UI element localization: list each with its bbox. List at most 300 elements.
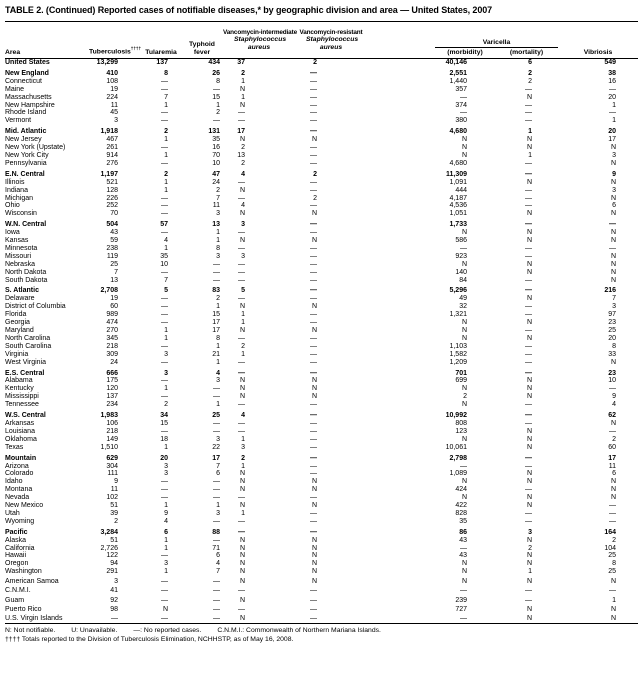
value-cell: 424 — [455, 486, 467, 494]
value-cell: 4 — [241, 412, 245, 420]
value-cell: — — [238, 260, 245, 268]
value-cell: 309 — [106, 350, 118, 358]
value-cell: 8 — [612, 342, 616, 350]
value-cell: N — [526, 334, 532, 342]
value-cell: — — [161, 342, 168, 350]
value-cell: 989 — [106, 311, 118, 319]
value-cell: N — [311, 385, 317, 393]
value-cell: 35 — [212, 136, 220, 144]
value-cell: N — [526, 615, 532, 623]
value-cell: 59 — [110, 237, 118, 245]
value-cell: 6 — [216, 470, 220, 478]
value-cell: 3 — [216, 252, 220, 260]
area-cell: South Carolina — [5, 342, 52, 350]
area-row — [5, 295, 638, 303]
value-cell: — — [310, 252, 317, 260]
area-cell: Minnesota — [5, 244, 38, 252]
value-cell: 3 — [164, 462, 168, 470]
value-cell: N — [610, 577, 616, 585]
spacer-cell — [367, 295, 435, 303]
value-cell: — — [460, 615, 467, 623]
spacer-cell — [367, 168, 435, 179]
value-cell: 1 — [241, 435, 245, 443]
area-cell: Washington — [5, 568, 42, 576]
value-cell: 33 — [608, 350, 616, 358]
area-row — [5, 510, 638, 518]
value-cell: 226 — [106, 194, 118, 202]
value-cell: N — [610, 615, 616, 623]
legend-item-not-notifiable: N: Not notifiable. — [5, 627, 56, 635]
area-row — [5, 351, 638, 359]
value-cell: — — [238, 494, 245, 502]
area-row — [5, 444, 638, 452]
value-cell: — — [310, 128, 317, 136]
value-cell: — — [525, 202, 532, 210]
value-cell: 1,733 — [449, 221, 467, 229]
value-cell: 1 — [216, 237, 220, 245]
area-row — [5, 401, 638, 409]
value-cell: N — [311, 393, 317, 401]
value-cell: — — [310, 319, 317, 327]
value-cell: 140 — [455, 268, 467, 276]
value-cell: — — [525, 596, 532, 604]
area-row — [5, 568, 638, 576]
value-cell: N — [526, 605, 532, 613]
value-cell: 1 — [216, 502, 220, 510]
area-row — [5, 494, 638, 502]
value-cell: 43 — [459, 552, 467, 560]
value-cell: 2,551 — [449, 69, 467, 77]
value-cell: 3 — [164, 350, 168, 358]
value-cell: 70 — [212, 151, 220, 159]
value-cell: 2 — [528, 544, 532, 552]
value-cell: — — [310, 229, 317, 237]
col-header-varicella-mortality: (mortality) — [509, 48, 544, 56]
value-cell: — — [238, 229, 245, 237]
spacer-cell — [367, 393, 435, 401]
area-cell: Wisconsin — [5, 210, 37, 218]
value-cell: 9 — [612, 170, 616, 178]
value-cell: 4,680 — [449, 159, 467, 167]
value-cell: 20 — [608, 93, 616, 101]
value-cell: 1,103 — [449, 342, 467, 350]
value-cell: 35 — [459, 517, 467, 525]
value-cell: — — [161, 319, 168, 327]
value-cell: N — [461, 229, 467, 237]
area-row — [5, 595, 638, 604]
value-cell: 1 — [216, 401, 220, 409]
value-cell: — — [310, 517, 317, 525]
area-cell: Louisiana — [5, 427, 35, 435]
value-cell: N — [526, 470, 532, 478]
area-row — [5, 78, 638, 86]
value-cell: N — [461, 151, 467, 159]
value-cell: 2,726 — [100, 544, 118, 552]
value-cell: 6 — [164, 528, 168, 536]
value-cell: 2 — [313, 59, 317, 66]
value-cell: — — [310, 117, 317, 125]
value-cell: — — [525, 101, 532, 109]
value-cell: 164 — [604, 528, 616, 536]
value-cell: N — [461, 401, 467, 409]
value-cell: — — [161, 377, 168, 385]
value-cell: 216 — [604, 287, 616, 295]
area-cell: Idaho — [5, 478, 23, 486]
value-cell: — — [310, 109, 317, 117]
area-cell: Ohio — [5, 202, 20, 210]
value-cell: 4 — [164, 517, 168, 525]
value-cell: — — [310, 287, 317, 295]
value-cell: N — [239, 536, 245, 544]
legend-item-no-reported-cases: —: No reported cases. — [133, 627, 202, 635]
area-row — [5, 576, 638, 585]
value-cell: — — [310, 85, 317, 93]
area-cell: Nevada — [5, 494, 30, 502]
value-cell: — — [310, 454, 317, 462]
value-cell: 49 — [459, 295, 467, 303]
area-row — [5, 428, 638, 436]
value-cell: 3 — [528, 528, 532, 536]
spacer-cell — [367, 343, 435, 351]
value-cell: — — [213, 486, 220, 494]
area-row — [5, 253, 638, 261]
division-row — [5, 452, 638, 463]
spacer-cell — [367, 614, 435, 624]
value-cell: — — [525, 401, 532, 409]
value-cell: 1,983 — [100, 412, 118, 420]
value-cell: N — [526, 268, 532, 276]
value-cell: — — [460, 109, 467, 117]
area-cell: Missouri — [5, 252, 32, 260]
area-cell: Mid. Atlantic — [5, 128, 47, 136]
value-cell: N — [311, 544, 317, 552]
value-cell: 218 — [106, 427, 118, 435]
value-cell: 1 — [216, 342, 220, 350]
value-cell: 7 — [216, 462, 220, 470]
value-cell: 2 — [528, 77, 532, 85]
spacer-cell — [367, 229, 435, 237]
value-cell: — — [161, 194, 168, 202]
value-cell: 37 — [237, 59, 245, 66]
value-cell: N — [526, 427, 532, 435]
spacer-cell — [367, 604, 435, 613]
area-cell: New York (Upstate) — [5, 144, 66, 152]
value-cell: — — [161, 587, 168, 595]
value-cell: — — [310, 401, 317, 409]
value-cell: N — [311, 237, 317, 245]
spacer-cell — [367, 86, 435, 94]
table-header — [5, 22, 638, 59]
value-cell: — — [310, 615, 317, 623]
value-cell: 1,209 — [449, 358, 467, 366]
value-cell: N — [239, 377, 245, 385]
value-cell: N — [526, 552, 532, 560]
spacer-cell — [367, 518, 435, 526]
value-cell: 1,582 — [449, 350, 467, 358]
area-row — [5, 327, 638, 335]
value-cell: — — [238, 244, 245, 252]
value-cell: — — [161, 486, 168, 494]
spacer-cell — [367, 319, 435, 327]
value-cell: N — [162, 605, 168, 613]
value-cell: — — [161, 393, 168, 401]
value-cell: N — [311, 210, 317, 218]
area-cell: New Hampshire — [5, 101, 55, 109]
value-cell: 1,440 — [449, 77, 467, 85]
value-cell: 94 — [110, 560, 118, 568]
area-cell: American Samoa — [5, 577, 59, 585]
value-cell: 923 — [455, 252, 467, 260]
value-cell: 23 — [608, 319, 616, 327]
value-cell: N — [239, 85, 245, 93]
value-cell: N — [461, 435, 467, 443]
value-cell: 25 — [608, 568, 616, 576]
col-header-area: Area — [5, 22, 89, 59]
value-cell: 137 — [106, 393, 118, 401]
value-cell: — — [525, 454, 532, 462]
area-row — [5, 359, 638, 367]
value-cell: 2 — [216, 295, 220, 303]
area-cell: California — [5, 544, 35, 552]
spacer-cell — [367, 452, 435, 463]
value-cell: 1 — [216, 229, 220, 237]
value-cell: N — [610, 419, 616, 427]
value-cell: 629 — [106, 454, 118, 462]
value-cell: 4,680 — [449, 128, 467, 136]
value-cell: — — [310, 596, 317, 604]
value-cell: N — [311, 478, 317, 486]
value-cell: — — [310, 221, 317, 229]
value-cell: N — [610, 260, 616, 268]
value-cell: 57 — [160, 221, 168, 229]
value-cell: 6 — [528, 59, 532, 66]
area-cell: Arizona — [5, 462, 29, 470]
spacer-cell — [367, 67, 435, 78]
spacer-cell — [367, 486, 435, 494]
value-cell: — — [161, 596, 168, 604]
value-cell: N — [526, 93, 532, 101]
value-cell: 119 — [106, 252, 118, 260]
area-row — [5, 335, 638, 343]
value-cell: — — [213, 276, 220, 284]
value-cell: 3 — [612, 303, 616, 311]
value-cell: 23 — [608, 369, 616, 377]
spacer-cell — [367, 253, 435, 261]
area-row — [5, 86, 638, 94]
value-cell: 666 — [106, 369, 118, 377]
spacer-cell — [367, 245, 435, 253]
value-cell: 3 — [241, 221, 245, 229]
value-cell: — — [213, 478, 220, 486]
value-cell: 2 — [241, 144, 245, 152]
value-cell: — — [238, 358, 245, 366]
value-cell: — — [310, 462, 317, 470]
area-cell: Michigan — [5, 194, 34, 202]
area-cell: Virginia — [5, 350, 29, 358]
value-cell: — — [310, 350, 317, 358]
spacer-cell — [367, 102, 435, 110]
spacer-cell — [367, 284, 435, 295]
value-cell: — — [310, 470, 317, 478]
value-cell: — — [310, 186, 317, 194]
value-cell: — — [161, 268, 168, 276]
value-cell: — — [213, 596, 220, 604]
value-cell: 1 — [164, 544, 168, 552]
value-cell: 4 — [216, 560, 220, 568]
value-cell: N — [461, 319, 467, 327]
area-cell: Oklahoma — [5, 435, 37, 443]
area-row — [5, 436, 638, 444]
value-cell: — — [161, 295, 168, 303]
value-cell: N — [461, 260, 467, 268]
value-cell: 128 — [106, 186, 118, 194]
value-cell: N — [610, 358, 616, 366]
value-cell: 20 — [160, 454, 168, 462]
value-cell: 25 — [608, 552, 616, 560]
value-cell: 444 — [455, 186, 467, 194]
value-cell: 6 — [612, 470, 616, 478]
value-cell: 2 — [612, 435, 616, 443]
value-cell: 914 — [106, 151, 118, 159]
value-cell: — — [310, 151, 317, 159]
value-cell: N — [610, 494, 616, 502]
value-cell: — — [609, 109, 616, 117]
value-cell: 1 — [241, 350, 245, 358]
spacer-cell — [367, 210, 435, 218]
value-cell: 3 — [164, 470, 168, 478]
value-cell: — — [161, 303, 168, 311]
value-cell: 8 — [216, 244, 220, 252]
value-cell: — — [525, 244, 532, 252]
value-cell: — — [310, 334, 317, 342]
value-cell: — — [525, 170, 532, 178]
spacer-cell — [367, 78, 435, 86]
division-row — [5, 67, 638, 78]
value-cell: 149 — [106, 435, 118, 443]
value-cell: — — [310, 311, 317, 319]
value-cell: 102 — [106, 494, 118, 502]
area-cell: Mississippi — [5, 393, 39, 401]
value-cell: — — [238, 194, 245, 202]
area-row — [5, 614, 638, 624]
division-row — [5, 284, 638, 295]
area-cell: Vermont — [5, 117, 32, 125]
value-cell: N — [239, 552, 245, 560]
value-cell: — — [238, 117, 245, 125]
area-cell: Alaska — [5, 536, 27, 544]
area-cell: District of Columbia — [5, 303, 66, 311]
value-cell: — — [525, 486, 532, 494]
value-cell: — — [213, 393, 220, 401]
spacer-cell — [367, 478, 435, 486]
area-row — [5, 311, 638, 319]
value-cell: — — [161, 210, 168, 218]
area-cell: Tennessee — [5, 401, 39, 409]
area-cell: W.N. Central — [5, 221, 47, 229]
value-cell: 10 — [608, 377, 616, 385]
value-cell: — — [213, 419, 220, 427]
value-cell: 1,091 — [449, 178, 467, 186]
value-cell: — — [213, 260, 220, 268]
header-spacer — [367, 22, 435, 59]
value-cell: 15 — [160, 419, 168, 427]
value-cell: N — [239, 136, 245, 144]
value-cell: N — [239, 596, 245, 604]
value-cell: N — [311, 502, 317, 510]
area-cell: Nebraska — [5, 260, 35, 268]
area-row — [5, 343, 638, 351]
value-cell: — — [238, 276, 245, 284]
area-row — [5, 604, 638, 613]
value-cell: N — [311, 486, 317, 494]
value-cell: N — [461, 334, 467, 342]
area-cell: E.N. Central — [5, 170, 45, 178]
value-cell: — — [609, 587, 616, 595]
area-row — [5, 377, 638, 385]
division-row — [5, 125, 638, 136]
legend-item-unavailable: U: Unavailable. — [71, 627, 118, 635]
area-cell: Mountain — [5, 454, 37, 462]
value-cell: — — [525, 350, 532, 358]
value-cell: N — [526, 577, 532, 585]
value-cell: 45 — [110, 109, 118, 117]
value-cell: 238 — [106, 244, 118, 252]
area-row — [5, 187, 638, 195]
value-cell: — — [238, 369, 245, 377]
area-row — [5, 229, 638, 237]
area-cell: Guam — [5, 596, 25, 604]
division-row — [5, 59, 638, 67]
value-cell: — — [525, 159, 532, 167]
footnotes — [5, 626, 637, 644]
value-cell: N — [239, 470, 245, 478]
value-cell: 4 — [216, 369, 220, 377]
area-row — [5, 160, 638, 168]
value-cell: 239 — [455, 596, 467, 604]
spacer-cell — [367, 269, 435, 277]
table-title: TABLE 2. (Continued) Reported cases of notifiable diseases,* by geographic division and area — United States, 2007 — [5, 5, 493, 15]
value-cell: 17 — [608, 454, 616, 462]
value-cell: 345 — [106, 334, 118, 342]
spacer-cell — [367, 335, 435, 343]
value-cell: N — [239, 101, 245, 109]
value-cell: 15 — [212, 93, 220, 101]
value-cell: 8 — [216, 77, 220, 85]
value-cell: — — [609, 85, 616, 93]
value-cell: N — [526, 385, 532, 393]
area-row — [5, 486, 638, 494]
value-cell: 2 — [528, 69, 532, 77]
spacer-cell — [367, 568, 435, 576]
value-cell: 10 — [160, 260, 168, 268]
area-row — [5, 420, 638, 428]
value-cell: 2 — [463, 393, 467, 401]
value-cell: — — [238, 427, 245, 435]
value-cell: 3 — [216, 210, 220, 218]
value-cell: 41 — [110, 587, 118, 595]
spacer-cell — [367, 327, 435, 335]
area-row — [5, 478, 638, 486]
value-cell: — — [310, 427, 317, 435]
area-cell: Montana — [5, 486, 33, 494]
value-cell: N — [526, 178, 532, 186]
value-cell: — — [213, 117, 220, 125]
value-cell: N — [239, 560, 245, 568]
value-cell: 474 — [106, 319, 118, 327]
col-header-vancomycin-intermediate — [223, 22, 295, 59]
value-cell: — — [609, 244, 616, 252]
area-cell: Delaware — [5, 295, 35, 303]
